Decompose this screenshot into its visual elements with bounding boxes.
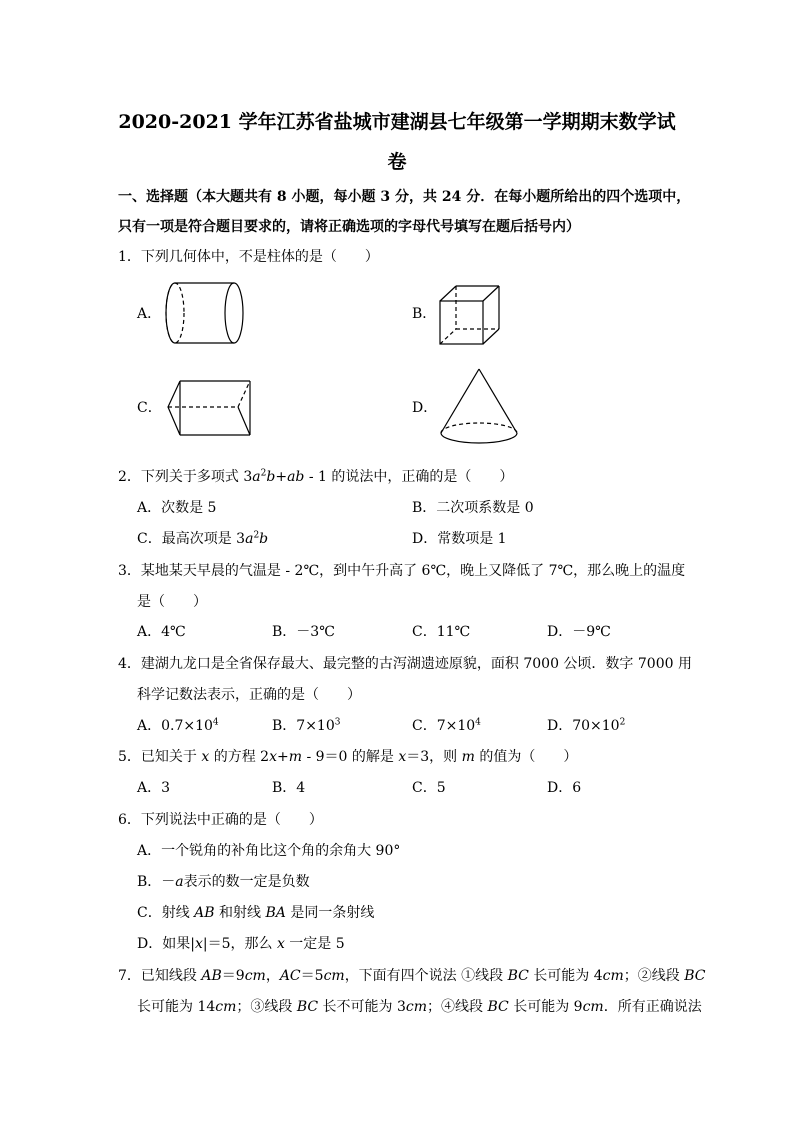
q4-option-a: A．$0.7\times 10^4$ <box>137 717 219 734</box>
q1-option-a-label: A． <box>137 306 162 322</box>
q6-option-a: A．一个锐角的补角比这个角的余角大 90° <box>137 843 401 859</box>
q2-option-b: B．二次项系数是 0 <box>412 500 534 516</box>
section-heading: 一、选择题（本大题共有 8 小题，每小题 3 分，共 24 分．在每小题所给出的四个选项中， <box>118 189 691 205</box>
q2-option-d: D．常数项是 1 <box>412 531 507 547</box>
question-3-stem: 3．某地某天早晨的气温是 - 2℃，到中午升高了 6℃，晚上又降低了 7℃，那么晚上的温度 <box>118 563 686 579</box>
q2-option-a: A．次数是 5 <box>137 500 217 516</box>
q5-option-a: A．3 <box>137 780 171 796</box>
triangular-prism-icon <box>164 377 259 442</box>
q3-option-c: C．11℃ <box>412 624 471 640</box>
question-4-stem: 4．建湖九龙口是全省保存最大、最完整的古泻湖遗迹原貌，面积 7000 公顷．数字 7000 用 <box>118 656 692 672</box>
page-title-continued: 卷 <box>387 151 407 173</box>
question-7-stem-continued: 长可能为 14cm；③线段 BC 长不可能为 3cm；④线段 BC 长可能为 9cm．所有正确说法 <box>137 999 702 1015</box>
q4-option-b: B．$7\times 10^3$ <box>272 717 341 734</box>
question-1-stem: 1．下列几何体中，不是柱体的是（ ） <box>118 249 379 265</box>
q6-option-c: C．射线 AB 和射线 BA 是同一条射线 <box>137 905 375 921</box>
question-6-stem: 6．下列说法中正确的是（ ） <box>118 812 323 828</box>
q3-option-b: B．－3℃ <box>272 624 335 640</box>
question-4-stem-continued: 科学记数法表示，正确的是（ ） <box>137 687 361 703</box>
q4-option-d: D．$70\times 10^2$ <box>547 717 626 734</box>
question-2-stem: 2．下列关于多项式 $3a^2b+ab - 1$ 的说法中，正确的是（ ） <box>118 468 514 485</box>
q6-option-b: B．－a表示的数一定是负数 <box>137 874 310 890</box>
section-heading-continued: 只有一项是符合题目要求的，请将正确选项的字母代号填写在题后括号内） <box>118 219 580 235</box>
q6-option-d: D．如果|x|＝5，那么 x 一定是 5 <box>137 936 345 952</box>
q1-option-b-label: B． <box>412 306 437 322</box>
q5-option-b: B．4 <box>272 780 306 796</box>
q4-option-c: C．$7\times 10^4$ <box>412 717 481 734</box>
q5-option-d: D．6 <box>547 780 582 796</box>
question-7-stem: 7．已知线段 AB＝9cm，AC＝5cm，下面有四个说法 ①线段 BC 长可能为 4cm；②线段 BC <box>118 968 706 984</box>
question-5-stem: 5．已知关于 x 的方程 2x+m - 9＝0 的解是 x＝3，则 m 的值为（ ） <box>118 749 578 765</box>
q3-option-a: A．4℃ <box>137 624 186 640</box>
q1-option-d-label: D． <box>412 400 438 416</box>
cube-icon <box>436 283 506 353</box>
cone-icon <box>436 366 526 451</box>
q2-option-c: C．最高次项是 $3a^2b$ <box>137 530 269 547</box>
question-3-stem-continued: 是（ ） <box>137 594 207 610</box>
q1-option-c-label: C． <box>137 400 162 416</box>
cylinder-icon <box>160 280 250 350</box>
q3-option-d: D．－9℃ <box>547 624 611 640</box>
page-title: 2020-2021 学年江苏省盐城市建湖县七年级第一学期期末数学试 <box>118 111 676 133</box>
q5-option-c: C．5 <box>412 780 446 796</box>
